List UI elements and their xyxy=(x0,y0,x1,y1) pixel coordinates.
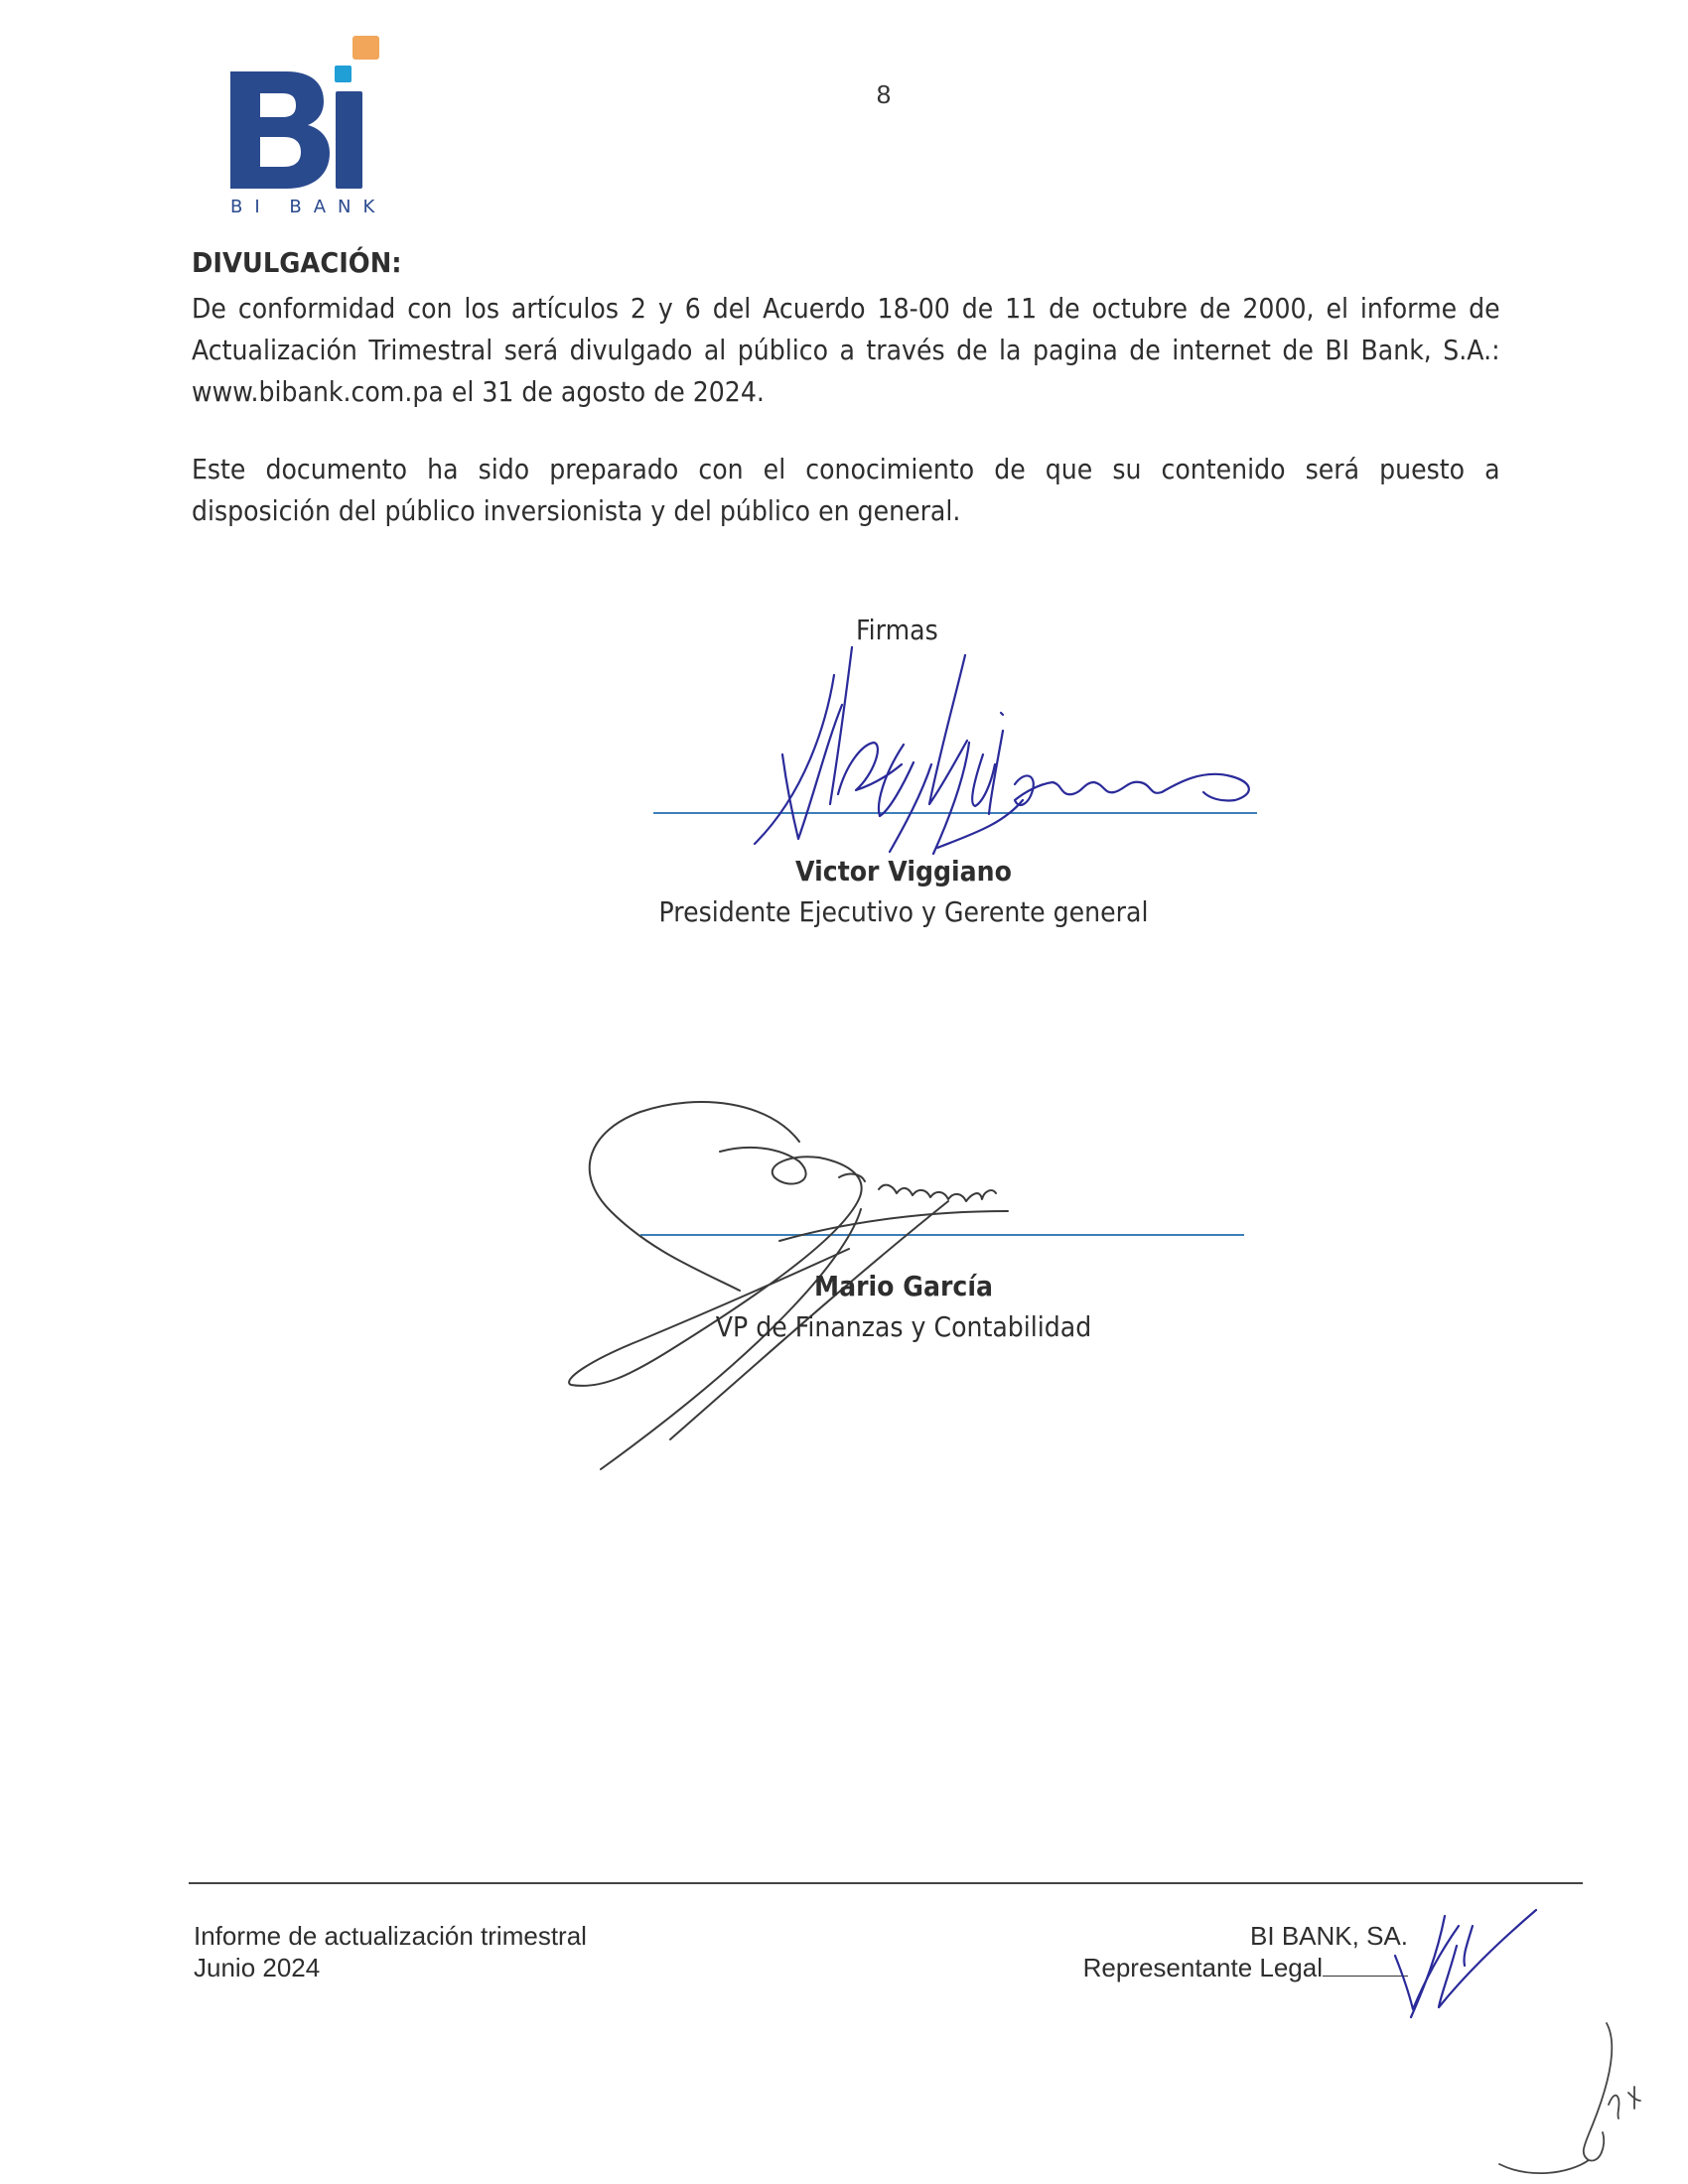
signature-line xyxy=(653,812,1257,814)
footer-rep-signature-line xyxy=(1323,1954,1408,1977)
footer-rep-label: Representante Legal xyxy=(1082,1953,1323,1982)
signatures-label: Firmas xyxy=(856,614,938,646)
footer-representative xyxy=(1083,1952,1408,1983)
paragraph-line: Actualización Trimestral será divulgado al público a través de la pagina de internet de BI Bank, S.A.: xyxy=(192,334,1500,366)
footer-company-info xyxy=(1083,1920,1408,1983)
footer-report-info xyxy=(194,1920,587,1983)
bi-bank-logo xyxy=(226,30,395,218)
disclosure-paragraph xyxy=(192,288,1500,413)
availability-paragraph xyxy=(192,449,1500,532)
logo-letter-i xyxy=(336,91,362,189)
section-title: DIVULGACIÓN: xyxy=(192,246,402,279)
logo-letter-b xyxy=(230,71,330,189)
footer-company: BI BANK, SA. xyxy=(1250,1921,1408,1951)
signer-role: Presidente Ejecutivo y Gerente general xyxy=(658,895,1149,928)
signer-role: VP de Finanzas y Contabilidad xyxy=(715,1310,1092,1343)
paragraph-line: disposición del público inversionista y del público en general. xyxy=(192,494,961,527)
signer-name: Mario García xyxy=(814,1270,993,1302)
signer-name: Victor Viggiano xyxy=(795,855,1012,887)
page-number: 8 xyxy=(876,79,892,109)
logo-orange-square xyxy=(352,36,379,60)
footer-report-title: Informe de actualización trimestral xyxy=(194,1921,587,1951)
signature-victor-viggiano xyxy=(735,635,1271,864)
signer-block xyxy=(556,852,1251,933)
paragraph-line: De conformidad con los artículos 2 y 6 del Acuerdo 18-00 de 11 de octubre de 2000, el informe de xyxy=(192,292,1500,325)
paragraph-line: www.bibank.com.pa el 31 de agosto de 2024. xyxy=(192,375,765,408)
signature-line xyxy=(640,1234,1244,1236)
corner-initials-signature xyxy=(1489,2015,1648,2184)
logo-cyan-square xyxy=(335,66,352,82)
footer-divider xyxy=(189,1882,1583,1884)
paragraph-line: Este documento ha sido preparado con el conocimiento de que su contenido será puesto a xyxy=(192,453,1500,485)
footer-period: Junio 2024 xyxy=(194,1953,321,1982)
signer-block xyxy=(556,1267,1251,1348)
logo-caption: BI BANK xyxy=(230,197,387,217)
